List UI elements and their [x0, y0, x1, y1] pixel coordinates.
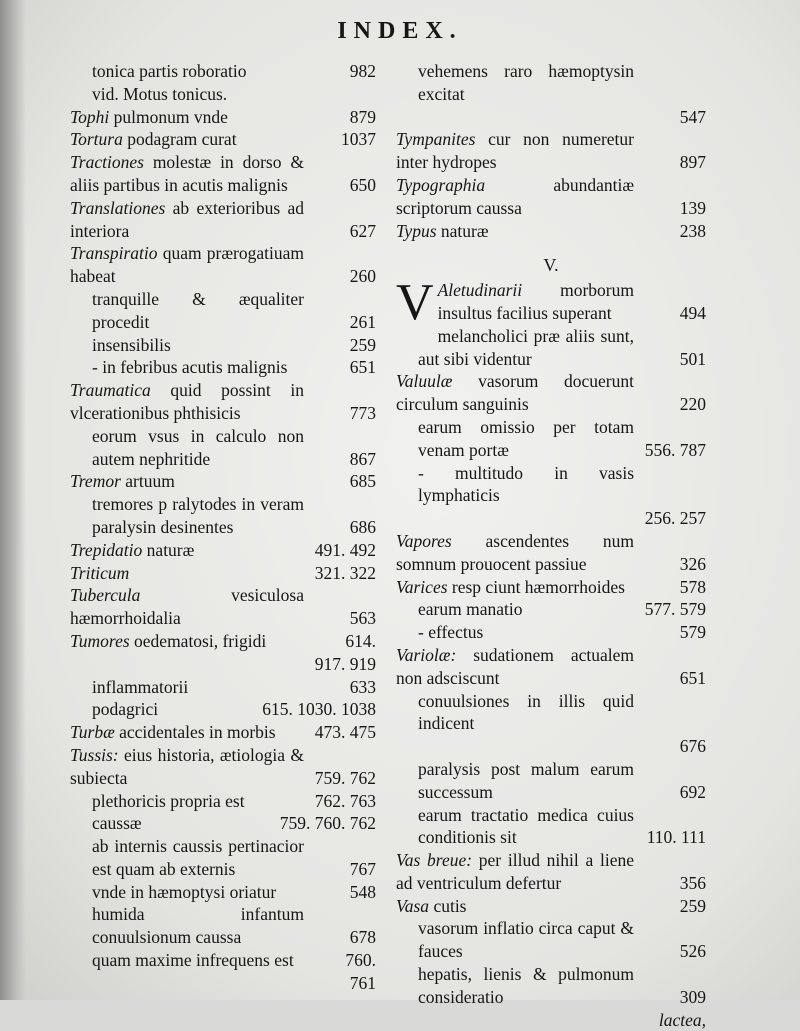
index-entry — [396, 370, 706, 416]
page-reference: 494 — [679, 302, 706, 323]
page-reference: 651 — [679, 667, 706, 688]
index-entry-text: tonica partis roboratio — [92, 61, 247, 81]
index-entry — [70, 83, 376, 106]
index-column-left — [70, 60, 376, 995]
index-entry-text: podagram curat — [122, 129, 237, 150]
index-headword: Triticum — [70, 562, 130, 583]
index-entry — [396, 598, 706, 621]
index-entry — [396, 895, 706, 918]
index-entry-text: humida infantum conuulsionum caussa — [92, 904, 304, 948]
drop-cap: V — [396, 274, 434, 332]
page-reference: 547 — [679, 106, 706, 127]
index-headword: Vasa — [396, 895, 430, 916]
index-entry-text: per illud nihil a liene ad ventriculum defertur — [396, 850, 634, 893]
index-headword: Tumores — [70, 630, 130, 651]
index-entry-text: resp ciunt hæmorrhoides — [447, 576, 625, 597]
index-entry-text: vasorum inflatio circa caput & fauces — [418, 918, 634, 962]
index-entry-text: abundantiæ scriptorum caussa — [396, 174, 634, 218]
page-reference: 501 — [679, 348, 706, 369]
index-headword: Tympanites — [396, 129, 476, 150]
page-reference: 627 — [349, 220, 376, 241]
page-reference: 1037 — [341, 129, 376, 150]
index-entry — [70, 379, 376, 425]
index-entry-text: pulmonum vnde — [109, 106, 228, 127]
index-entry — [396, 963, 706, 1009]
page-reference: 356 — [679, 872, 706, 893]
index-entry-text: inflammatorii — [92, 676, 189, 697]
index-entry-text: cur non numeretur inter hydropes — [396, 129, 634, 173]
index-entry — [396, 758, 706, 804]
index-entry — [70, 812, 376, 835]
index-entry — [70, 881, 376, 904]
page-reference: 614. — [345, 630, 376, 651]
page-reference: 897 — [679, 152, 706, 173]
index-entry — [70, 744, 376, 790]
index-headword: Tremor — [70, 471, 121, 492]
index-headword: Tractiones — [70, 152, 144, 173]
page-reference: 577. 579 — [644, 599, 706, 620]
index-entry-text: earum omissio per totam venam portæ — [418, 416, 634, 460]
section-letter: V. — [543, 255, 559, 276]
page-reference: 110. 111 — [646, 827, 706, 848]
index-entry — [70, 721, 376, 744]
page-reference: 633 — [349, 676, 376, 697]
index-entry-text: insensibilis — [92, 334, 171, 355]
index-entry — [70, 539, 376, 562]
page-reference: 615. 1030. 1038 — [262, 699, 376, 720]
index-entry-text: oedematosi, frigidi — [129, 630, 267, 651]
page-reference: 762. 763 — [314, 790, 376, 811]
index-entry — [396, 644, 706, 690]
index-headword: Varices — [396, 576, 448, 597]
page-reference-continued: 761 — [349, 972, 376, 993]
index-headword: Tortura — [70, 129, 123, 150]
page-reference: 491. 492 — [314, 539, 376, 560]
index-entry-text: artuum — [120, 471, 175, 492]
index-entry-text: vasorum docuerunt circulum sanguinis — [396, 371, 634, 415]
page-reference: 548 — [349, 881, 376, 902]
index-entry-text: hepatis, lienis & pulmonum consideratio — [418, 964, 634, 1007]
page-reference: 238 — [679, 220, 706, 241]
index-entry — [70, 334, 376, 357]
index-headword: Typographia — [396, 174, 486, 195]
index-entry — [70, 425, 376, 471]
page-reference: 879 — [349, 106, 376, 127]
index-entry — [396, 416, 706, 462]
index-entry-text: - effectus — [418, 622, 484, 643]
index-entry — [70, 630, 376, 653]
index-entry — [396, 849, 706, 895]
index-entry-text: naturæ — [142, 539, 195, 560]
page-reference: 650 — [349, 174, 376, 195]
index-section-t-continued — [396, 60, 706, 242]
index-entry-text: molestæ in dorso & aliis partibus in acutis malignis — [70, 152, 304, 195]
index-entry — [70, 676, 376, 699]
page-reference: 773 — [349, 402, 376, 423]
index-headword: Transpiratio — [70, 243, 158, 264]
index-entry — [70, 698, 376, 721]
index-headword: Typus — [396, 220, 437, 241]
page-reference: 220 — [679, 394, 706, 415]
index-entry-text: eorum vsus in calculo non autem nephritide — [92, 425, 304, 469]
index-entry-text: caussæ — [92, 813, 142, 834]
page-reference: 326 — [679, 553, 706, 574]
index-entry — [396, 621, 706, 644]
page-reference: 259 — [679, 895, 706, 916]
index-entry-text: conuulsiones in illis quid indicent — [418, 690, 634, 734]
page-reference: 676 — [679, 736, 706, 757]
index-entry-text: vnde in hæmoptysi oriatur — [92, 881, 277, 902]
index-entry-text: vehemens raro hæmoptysin excitat — [418, 61, 634, 104]
page-reference: 678 — [349, 927, 376, 948]
index-headword: Tussis: — [70, 744, 119, 765]
page-reference: 578 — [679, 576, 706, 597]
index-entry — [396, 804, 706, 850]
index-entry — [396, 220, 706, 243]
page-reference: 563 — [349, 608, 376, 629]
page-reference: 261 — [349, 311, 376, 332]
index-entry — [396, 917, 706, 963]
index-headword: Traumatica — [70, 380, 151, 401]
page-reference: 139 — [679, 197, 706, 218]
index-entry — [396, 60, 706, 106]
index-entry — [396, 530, 706, 576]
index-entry-text: ab internis caussis pertinacior est quam ab externis — [92, 836, 304, 879]
index-entry — [70, 493, 376, 539]
index-entry-text: quam maxime infrequens est — [92, 950, 294, 971]
page-reference: 759. 762 — [314, 767, 376, 788]
index-entry — [396, 576, 706, 599]
page-reference: 760. — [345, 950, 376, 971]
index-entry-text: eius historia, ætiologia & subiecta — [70, 744, 304, 788]
index-entry — [70, 106, 376, 129]
index-entry — [70, 470, 376, 493]
index-entry — [70, 903, 376, 949]
index-entry-text: naturæ — [436, 220, 489, 241]
index-entry-text: morborum insultus facilius superant — [437, 280, 634, 323]
index-entry-text: vid. Motus tonicus. — [92, 83, 228, 104]
index-entry — [70, 128, 376, 151]
index-entry-text: podagrici — [92, 699, 159, 720]
index-entry-text: plethoricis propria est — [92, 790, 245, 811]
index-entry — [70, 356, 376, 379]
index-headword: Vas breue: — [396, 850, 473, 871]
index-headword: Vapores — [396, 530, 452, 551]
index-entry — [70, 949, 376, 972]
index-entry — [70, 584, 376, 630]
index-headword: Translationes — [70, 197, 166, 218]
index-entry-text: tranquille & æqualiter procedit — [92, 288, 304, 332]
index-entry — [70, 242, 376, 288]
page-reference: 692 — [679, 781, 706, 802]
index-entry-text: quid possint in vlcerationibus phthisicis — [70, 380, 304, 423]
index-column-right — [396, 60, 706, 1031]
page-reference: 767 — [349, 858, 376, 879]
page-reference: 982 — [349, 61, 376, 81]
index-entry-text: - in febribus acutis malignis — [92, 357, 288, 378]
index-entry-text: quam prærogatiuam habeat — [70, 243, 304, 287]
index-entry-text: accidentales in morbis — [114, 722, 276, 743]
index-entry-text: ab exterioribus ad interiora — [70, 197, 304, 241]
page-reference: 309 — [679, 986, 706, 1007]
index-entry-text: ascendentes num somnum prouocent passiue — [396, 530, 634, 574]
index-entry — [396, 325, 706, 371]
index-entry-text: cutis — [429, 895, 467, 916]
catchword: lactea, — [658, 1009, 706, 1030]
index-entry — [70, 790, 376, 813]
index-section-v — [396, 274, 706, 1009]
index-headword: Tophi — [70, 106, 110, 127]
index-entry-text: melancholici præ aliis sunt, aut sibi videntur — [418, 325, 634, 369]
index-entry-text: vesiculosa hæmorrhoidalia — [70, 585, 304, 629]
page-reference: 759. 760. 762 — [279, 813, 376, 834]
page-reference: 556. 787 — [644, 439, 706, 460]
page-reference-continued: 917. 919 — [314, 653, 376, 674]
page-reference: 686 — [349, 516, 376, 537]
index-entry-text: - multitudo in vasis lymphaticis — [418, 462, 634, 506]
index-entry — [396, 462, 706, 508]
index-entry-text: earum tractatio medica cuius conditionis sit — [418, 804, 634, 848]
page-header: INDEX. — [337, 18, 463, 44]
index-entry-text: tremores p ralytodes in veram paralysin desinentes — [92, 494, 304, 537]
index-entry — [396, 174, 706, 220]
index-entry-text: sudationem actualem non adsciscunt — [396, 644, 634, 688]
page-reference: 259 — [349, 334, 376, 355]
index-headword: Turbæ — [70, 722, 115, 743]
index-entry — [70, 562, 376, 585]
index-entry — [70, 60, 376, 83]
index-entry — [70, 197, 376, 243]
index-headword: Aletudinarii — [437, 280, 523, 301]
index-entry-text: paralysis post malum earum successum — [418, 758, 634, 802]
index-entry — [70, 151, 376, 197]
page-reference: 579 — [679, 622, 706, 643]
page-reference: 473. 475 — [314, 722, 376, 743]
page-reference: 256. 257 — [644, 508, 706, 529]
index-entry — [396, 690, 706, 736]
index-entry — [396, 274, 706, 332]
page-reference: 526 — [679, 941, 706, 962]
index-headword: Valuulæ — [396, 371, 453, 392]
index-headword: Tubercula — [70, 585, 141, 606]
index-headword: Variolæ: — [396, 644, 457, 665]
index-entry — [70, 288, 376, 334]
page-reference: 651 — [349, 357, 376, 378]
page-binding-shadow — [0, 0, 26, 1000]
page-reference: 867 — [349, 448, 376, 469]
page-reference: 321. 322 — [314, 562, 376, 583]
index-headword: Trepidatio — [70, 539, 143, 560]
page-reference: 685 — [349, 471, 376, 492]
page-reference: 260 — [349, 266, 376, 287]
index-entry — [396, 128, 706, 174]
index-entry — [70, 835, 376, 881]
index-entry-text: earum manatio — [418, 599, 523, 620]
